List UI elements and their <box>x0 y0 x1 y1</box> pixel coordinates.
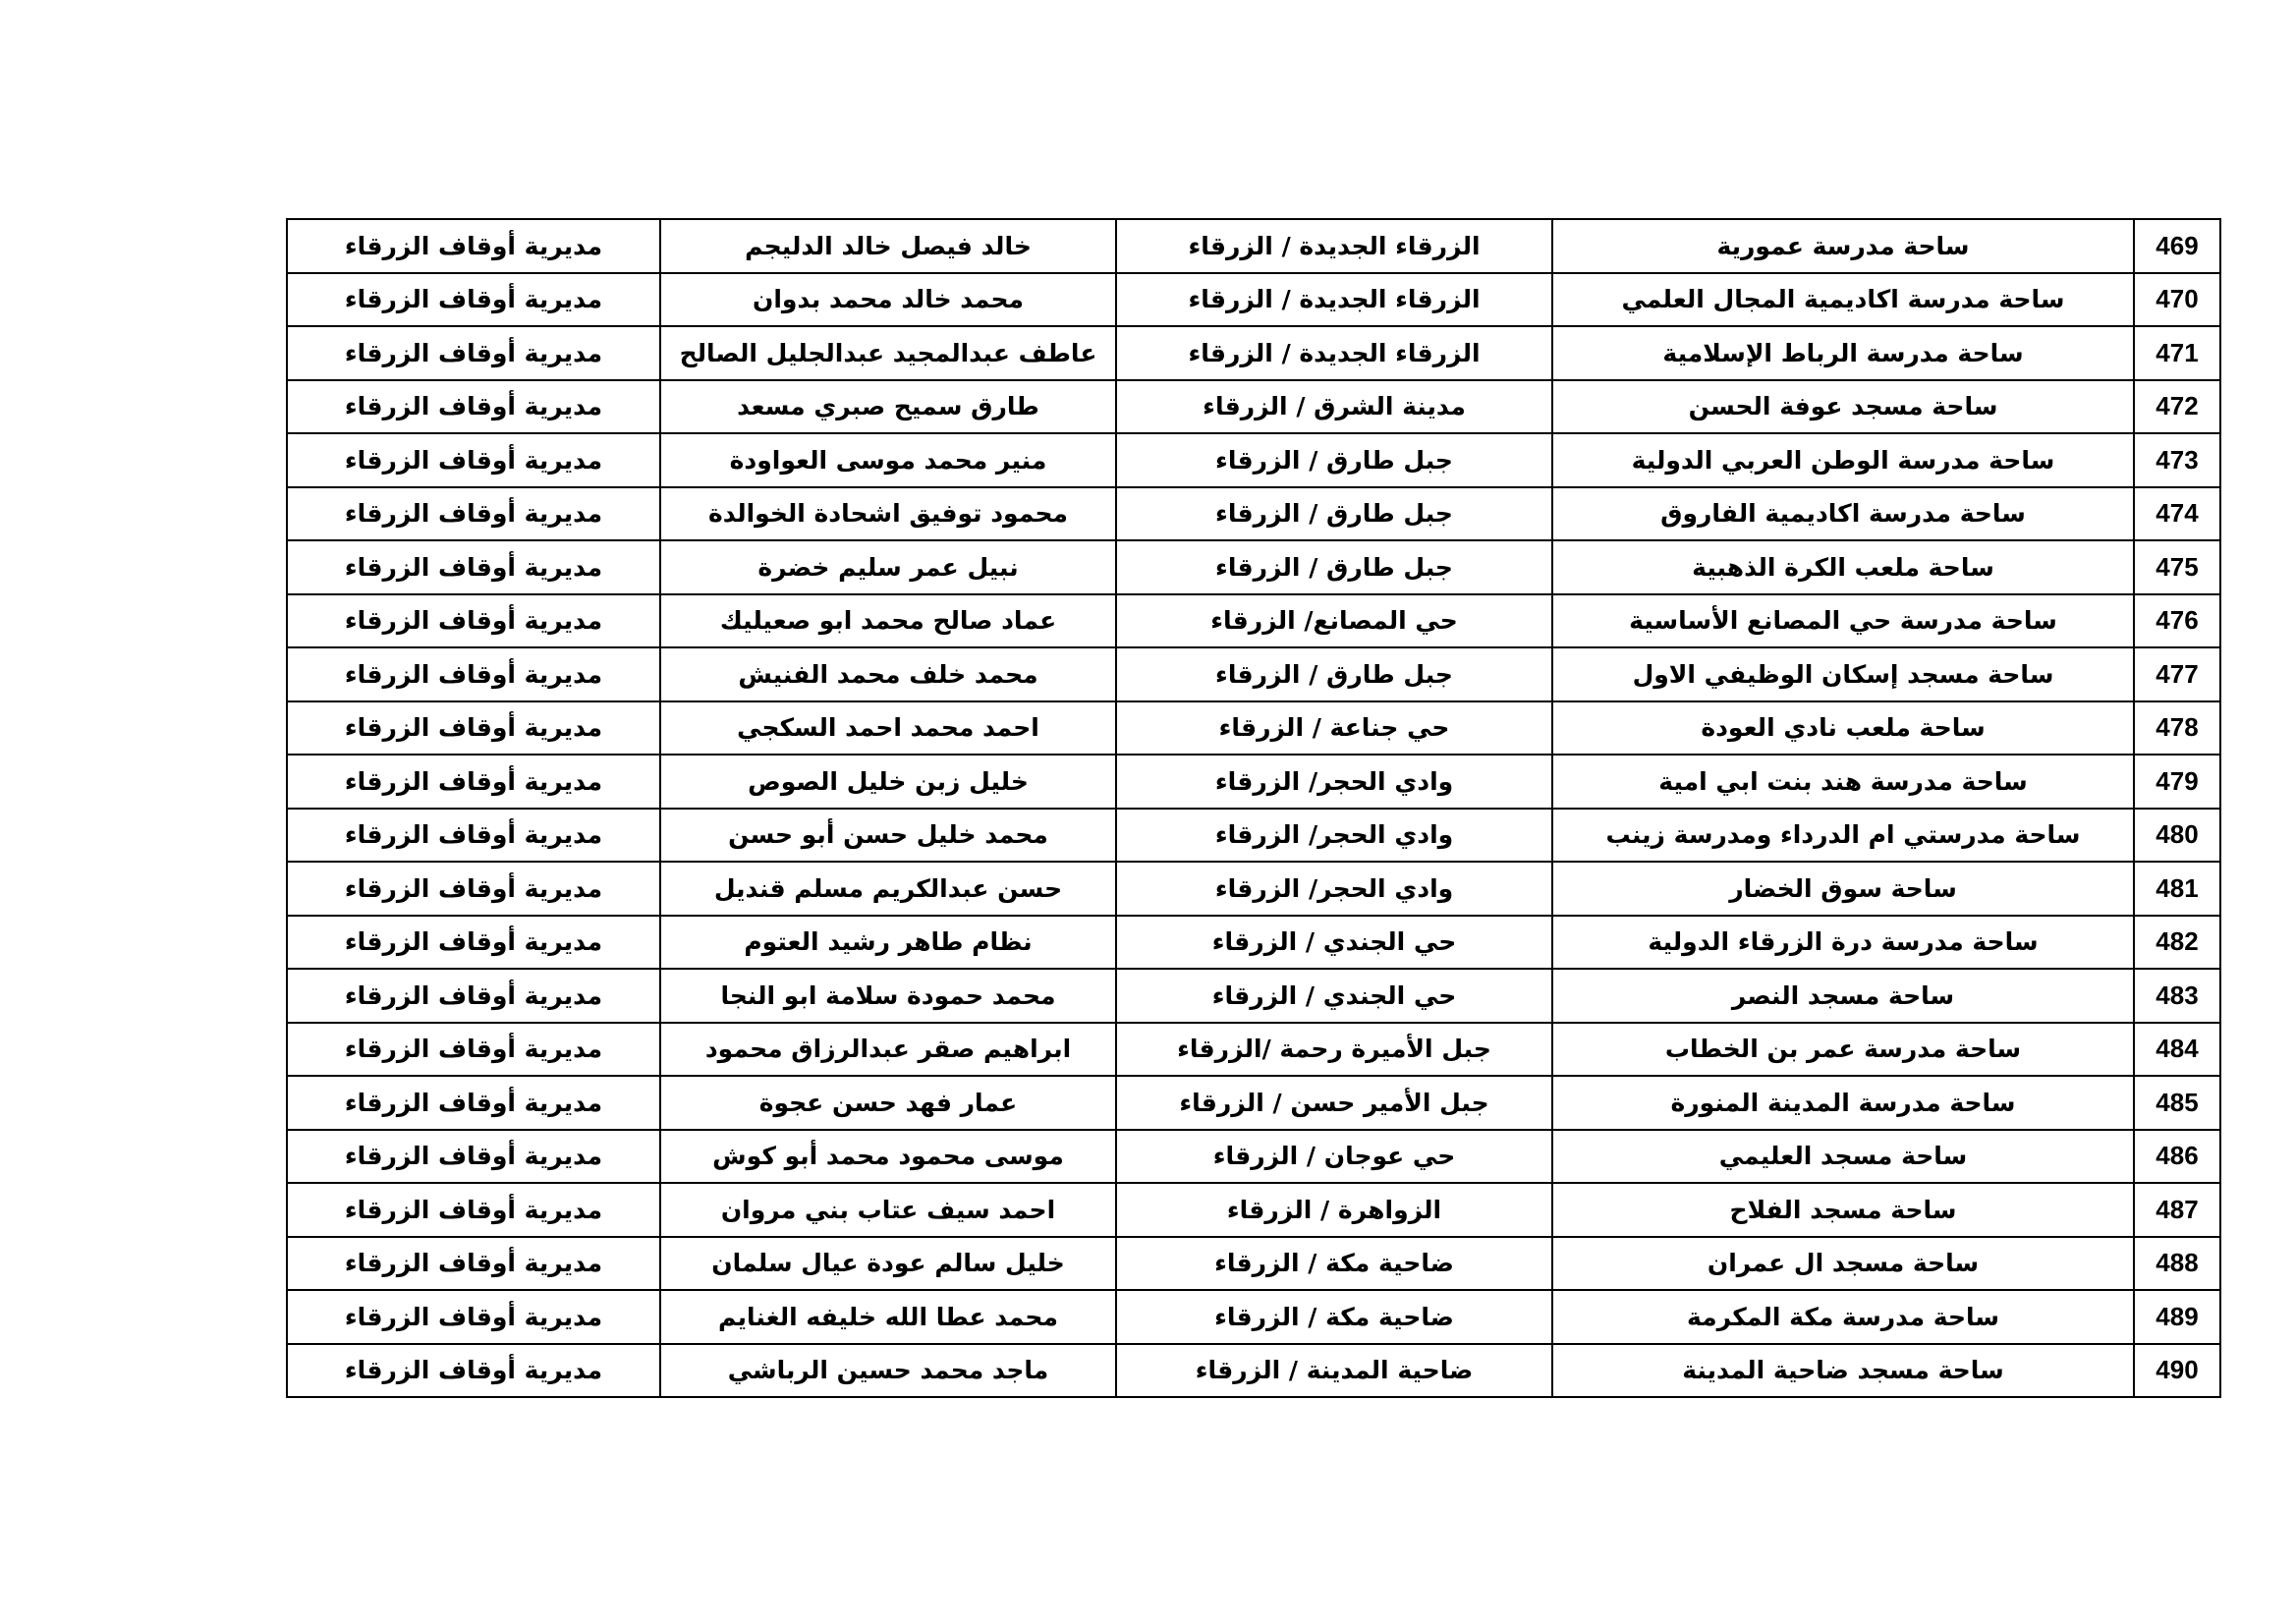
table-row <box>287 1076 2220 1130</box>
site-name-cell: ساحة مسجد ال عمران <box>1552 1237 2134 1291</box>
site-name-cell: ساحة مدرسة المدينة المنورة <box>1552 1076 2134 1130</box>
row-number-cell: 476 <box>2134 594 2220 648</box>
row-number-cell: 479 <box>2134 755 2220 809</box>
table-row <box>287 380 2220 434</box>
site-name-cell: ساحة مدرسة هند بنت ابي امية <box>1552 755 2134 809</box>
table-row <box>287 809 2220 863</box>
directorate-cell: مديرية أوقاف الزرقاء <box>287 380 660 434</box>
site-name-cell: ساحة مسجد الفلاح <box>1552 1183 2134 1237</box>
directorate-cell: مديرية أوقاف الزرقاء <box>287 1344 660 1398</box>
prayer-sites-table-container <box>286 218 2219 1398</box>
row-number-cell: 469 <box>2134 219 2220 273</box>
site-name-cell: ساحة مدرسة الوطن العربي الدولية <box>1552 433 2134 487</box>
area-cell: الزرقاء الجديدة / الزرقاء <box>1116 326 1552 380</box>
table-row <box>287 219 2220 273</box>
area-cell: حي الجندي / الزرقاء <box>1116 916 1552 970</box>
table-row <box>287 594 2220 648</box>
row-number-cell: 482 <box>2134 916 2220 970</box>
directorate-cell: مديرية أوقاف الزرقاء <box>287 755 660 809</box>
site-name-cell: ساحة مدرسة مكة المكرمة <box>1552 1290 2134 1344</box>
row-number-cell: 475 <box>2134 540 2220 594</box>
directorate-cell: مديرية أوقاف الزرقاء <box>287 273 660 327</box>
row-number-cell: 485 <box>2134 1076 2220 1130</box>
person-name-cell: ماجد محمد حسين الرباشي <box>660 1344 1116 1398</box>
table-row <box>287 755 2220 809</box>
table-row <box>287 433 2220 487</box>
directorate-cell: مديرية أوقاف الزرقاء <box>287 540 660 594</box>
row-number-cell: 481 <box>2134 862 2220 916</box>
area-cell: وادي الحجر/ الزرقاء <box>1116 862 1552 916</box>
table-row <box>287 916 2220 970</box>
table-row <box>287 273 2220 327</box>
person-name-cell: محمد خلف محمد الفنيش <box>660 647 1116 701</box>
table-row <box>287 647 2220 701</box>
directorate-cell: مديرية أوقاف الزرقاء <box>287 1076 660 1130</box>
person-name-cell: موسى محمود محمد أبو كوش <box>660 1130 1116 1184</box>
person-name-cell: احمد محمد احمد السكجي <box>660 701 1116 756</box>
area-cell: الزواهرة / الزرقاء <box>1116 1183 1552 1237</box>
directorate-cell: مديرية أوقاف الزرقاء <box>287 1290 660 1344</box>
directorate-cell: مديرية أوقاف الزرقاء <box>287 1130 660 1184</box>
table-row <box>287 487 2220 541</box>
row-number-cell: 486 <box>2134 1130 2220 1184</box>
row-number-cell: 470 <box>2134 273 2220 327</box>
area-cell: جبل طارق / الزرقاء <box>1116 540 1552 594</box>
area-cell: جبل طارق / الزرقاء <box>1116 647 1552 701</box>
directorate-cell: مديرية أوقاف الزرقاء <box>287 219 660 273</box>
table-row <box>287 862 2220 916</box>
person-name-cell: حسن عبدالكريم مسلم قنديل <box>660 862 1116 916</box>
site-name-cell: ساحة مسجد العليمي <box>1552 1130 2134 1184</box>
directorate-cell: مديرية أوقاف الزرقاء <box>287 969 660 1023</box>
area-cell: حي الجندي / الزرقاء <box>1116 969 1552 1023</box>
site-name-cell: ساحة سوق الخضار <box>1552 862 2134 916</box>
row-number-cell: 489 <box>2134 1290 2220 1344</box>
row-number-cell: 473 <box>2134 433 2220 487</box>
table-row <box>287 1023 2220 1077</box>
site-name-cell: ساحة مدرسة اكاديمية الفاروق <box>1552 487 2134 541</box>
person-name-cell: طارق سميح صبري مسعد <box>660 380 1116 434</box>
directorate-cell: مديرية أوقاف الزرقاء <box>287 1023 660 1077</box>
directorate-cell: مديرية أوقاف الزرقاء <box>287 647 660 701</box>
row-number-cell: 483 <box>2134 969 2220 1023</box>
table-row <box>287 969 2220 1023</box>
table-row <box>287 1130 2220 1184</box>
directorate-cell: مديرية أوقاف الزرقاء <box>287 809 660 863</box>
person-name-cell: محمود توفيق اشحادة الخوالدة <box>660 487 1116 541</box>
table-row <box>287 540 2220 594</box>
directorate-cell: مديرية أوقاف الزرقاء <box>287 326 660 380</box>
person-name-cell: احمد سيف عتاب بني مروان <box>660 1183 1116 1237</box>
row-number-cell: 471 <box>2134 326 2220 380</box>
site-name-cell: ساحة ملعب الكرة الذهبية <box>1552 540 2134 594</box>
table-row <box>287 326 2220 380</box>
area-cell: حي المصانع/ الزرقاء <box>1116 594 1552 648</box>
directorate-cell: مديرية أوقاف الزرقاء <box>287 862 660 916</box>
person-name-cell: نبيل عمر سليم خضرة <box>660 540 1116 594</box>
row-number-cell: 480 <box>2134 809 2220 863</box>
site-name-cell: ساحة مدرستي ام الدرداء ومدرسة زينب <box>1552 809 2134 863</box>
person-name-cell: نظام طاهر رشيد العتوم <box>660 916 1116 970</box>
site-name-cell: ساحة مسجد ضاحية المدينة <box>1552 1344 2134 1398</box>
area-cell: ضاحية مكة / الزرقاء <box>1116 1237 1552 1291</box>
table-body <box>287 219 2220 1397</box>
site-name-cell: ساحة ملعب نادي العودة <box>1552 701 2134 756</box>
area-cell: وادي الحجر/ الزرقاء <box>1116 755 1552 809</box>
person-name-cell: عماد صالح محمد ابو صعيليك <box>660 594 1116 648</box>
row-number-cell: 478 <box>2134 701 2220 756</box>
row-number-cell: 474 <box>2134 487 2220 541</box>
directorate-cell: مديرية أوقاف الزرقاء <box>287 594 660 648</box>
directorate-cell: مديرية أوقاف الزرقاء <box>287 487 660 541</box>
area-cell: جبل طارق / الزرقاء <box>1116 433 1552 487</box>
person-name-cell: ابراهيم صقر عبدالرزاق محمود <box>660 1023 1116 1077</box>
row-number-cell: 477 <box>2134 647 2220 701</box>
directorate-cell: مديرية أوقاف الزرقاء <box>287 433 660 487</box>
person-name-cell: محمد خليل حسن أبو حسن <box>660 809 1116 863</box>
prayer-sites-table <box>286 218 2221 1398</box>
area-cell: جبل الأميرة رحمة /الزرقاء <box>1116 1023 1552 1077</box>
site-name-cell: ساحة مدرسة عمورية <box>1552 219 2134 273</box>
person-name-cell: محمد خالد محمد بدوان <box>660 273 1116 327</box>
table-row <box>287 1183 2220 1237</box>
area-cell: الزرقاء الجديدة / الزرقاء <box>1116 273 1552 327</box>
area-cell: حي عوجان / الزرقاء <box>1116 1130 1552 1184</box>
area-cell: ضاحية المدينة / الزرقاء <box>1116 1344 1552 1398</box>
person-name-cell: خليل زبن خليل الصوص <box>660 755 1116 809</box>
site-name-cell: ساحة مدرسة اكاديمية المجال العلمي <box>1552 273 2134 327</box>
row-number-cell: 472 <box>2134 380 2220 434</box>
area-cell: مدينة الشرق / الزرقاء <box>1116 380 1552 434</box>
table-row <box>287 1344 2220 1398</box>
directorate-cell: مديرية أوقاف الزرقاء <box>287 1183 660 1237</box>
row-number-cell: 487 <box>2134 1183 2220 1237</box>
area-cell: جبل طارق / الزرقاء <box>1116 487 1552 541</box>
person-name-cell: خالد فيصل خالد الدليجم <box>660 219 1116 273</box>
area-cell: جبل الأمير حسن / الزرقاء <box>1116 1076 1552 1130</box>
site-name-cell: ساحة مدرسة درة الزرقاء الدولية <box>1552 916 2134 970</box>
person-name-cell: محمد حمودة سلامة ابو النجا <box>660 969 1116 1023</box>
area-cell: حي جناعة / الزرقاء <box>1116 701 1552 756</box>
directorate-cell: مديرية أوقاف الزرقاء <box>287 916 660 970</box>
area-cell: الزرقاء الجديدة / الزرقاء <box>1116 219 1552 273</box>
table-row <box>287 701 2220 756</box>
person-name-cell: منير محمد موسى العواودة <box>660 433 1116 487</box>
area-cell: ضاحية مكة / الزرقاء <box>1116 1290 1552 1344</box>
person-name-cell: عاطف عبدالمجيد عبدالجليل الصالح <box>660 326 1116 380</box>
site-name-cell: ساحة مدرسة الرباط الإسلامية <box>1552 326 2134 380</box>
site-name-cell: ساحة مسجد إسكان الوظيفي الاول <box>1552 647 2134 701</box>
person-name-cell: خليل سالم عودة عيال سلمان <box>660 1237 1116 1291</box>
site-name-cell: ساحة مسجد النصر <box>1552 969 2134 1023</box>
directorate-cell: مديرية أوقاف الزرقاء <box>287 701 660 756</box>
area-cell: وادي الحجر/ الزرقاء <box>1116 809 1552 863</box>
site-name-cell: ساحة مدرسة عمر بن الخطاب <box>1552 1023 2134 1077</box>
row-number-cell: 488 <box>2134 1237 2220 1291</box>
site-name-cell: ساحة مسجد عوفة الحسن <box>1552 380 2134 434</box>
person-name-cell: محمد عطا الله خليفه الغنايم <box>660 1290 1116 1344</box>
row-number-cell: 484 <box>2134 1023 2220 1077</box>
table-row <box>287 1290 2220 1344</box>
person-name-cell: عمار فهد حسن عجوة <box>660 1076 1116 1130</box>
table-row <box>287 1237 2220 1291</box>
directorate-cell: مديرية أوقاف الزرقاء <box>287 1237 660 1291</box>
row-number-cell: 490 <box>2134 1344 2220 1398</box>
site-name-cell: ساحة مدرسة حي المصانع الأساسية <box>1552 594 2134 648</box>
